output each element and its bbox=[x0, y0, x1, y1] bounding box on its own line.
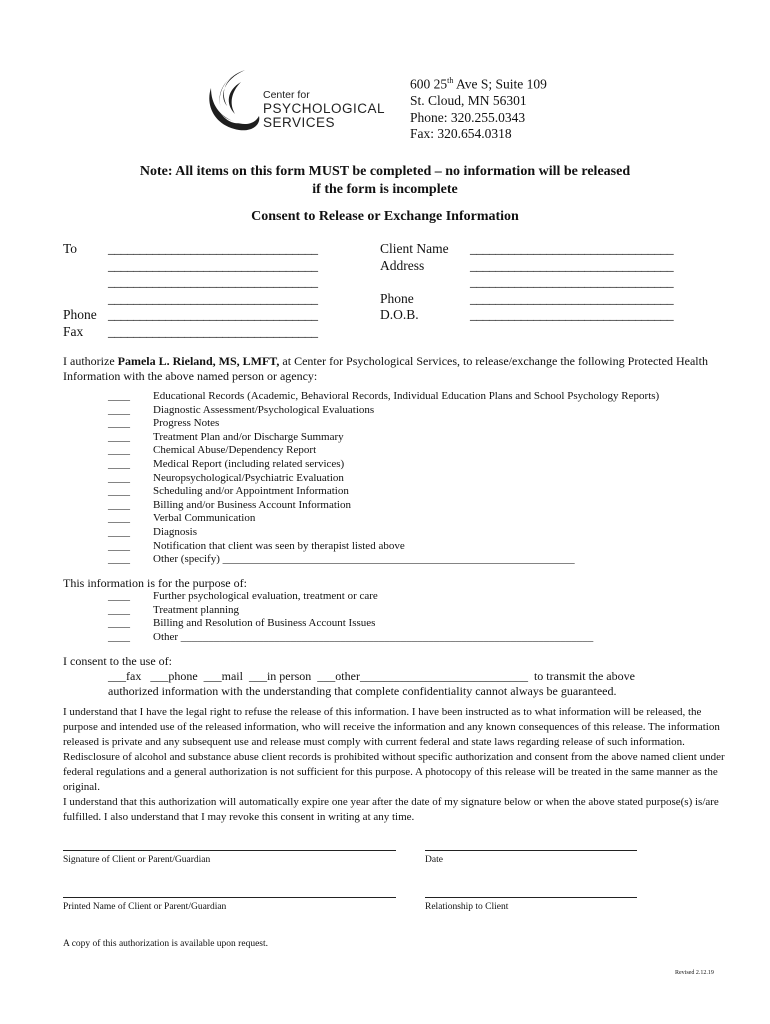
note-line-2: if the form is incomplete bbox=[312, 182, 458, 197]
info-checkbox-blank[interactable]: ____ bbox=[108, 444, 130, 457]
clinic-address bbox=[410, 73, 547, 143]
client-name-label: Client Name bbox=[380, 241, 449, 256]
info-item-label: Other (specify) ________________________________________________________________ bbox=[153, 553, 575, 566]
info-item-label: Chemical Abuse/Dependency Report bbox=[153, 444, 317, 457]
copy-note: A copy of this authorization is available upon request. bbox=[63, 939, 268, 949]
info-item-label: Billing and/or Business Account Information bbox=[153, 498, 351, 511]
center-logo bbox=[205, 66, 390, 140]
purpose-checkbox-blank[interactable]: ____ bbox=[108, 603, 130, 616]
info-item-label: Progress Notes bbox=[153, 417, 220, 430]
phone-line: Phone: 320.255.0343 bbox=[410, 109, 526, 125]
form-note bbox=[60, 163, 710, 199]
confidentiality-line: authorized information with the understanding that complete confidentiality cannot always be guaranteed. bbox=[108, 684, 617, 698]
rights-paragraph: I understand that I have the legal right to refuse the release of this information. I have been instructed as to what information will be released, the purpose and intended use of the released information, who will receive the information and any known consequences of this release. The information released is private and any subsequent use and release must comply with current federal and state laws regarding release of such information. Redisclosure of alcohol and substance abuse client records is prohibited without specific authorization and consent from the above named client under federal regulations and a general authorization is not sufficient for this purpose. A photocopy of this release will be treated in the same manner as the original. bbox=[63, 706, 725, 793]
date-line[interactable] bbox=[425, 850, 637, 851]
info-checkbox-blank[interactable]: ____ bbox=[108, 430, 130, 443]
signature-line[interactable] bbox=[63, 850, 396, 851]
info-checkbox-blank[interactable]: ____ bbox=[108, 512, 130, 525]
client-phone-line[interactable]: ________________________________ bbox=[470, 291, 674, 306]
revision-date: Revised 2.12.19 bbox=[675, 970, 714, 976]
purpose-checkbox-blank[interactable]: ____ bbox=[108, 590, 130, 602]
info-checkbox-blank[interactable]: ____ bbox=[108, 485, 130, 498]
phone-label: Phone bbox=[63, 307, 97, 322]
info-item-label: Verbal Communication bbox=[153, 512, 256, 525]
purpose-checkbox-blank[interactable]: ____ bbox=[108, 617, 130, 630]
purpose-item-label: Further psychological evaluation, treatment or care bbox=[153, 590, 378, 602]
logo-line-1: Center for bbox=[263, 89, 310, 101]
info-item-label: Educational Records (Academic, Behavioral Records, Individual Education Plans and School Psychology Reports) bbox=[153, 390, 660, 402]
logo-line-3: SERVICES bbox=[263, 115, 336, 130]
relationship-line[interactable] bbox=[425, 897, 637, 898]
info-checkbox-blank[interactable]: ____ bbox=[108, 498, 130, 511]
info-item-label: Diagnostic Assessment/Psychological Evaluations bbox=[153, 403, 375, 416]
transmit-options[interactable]: ___fax ___phone ___mail ___in person ___other____________________________ to transmit the above bbox=[108, 669, 635, 683]
info-item-label: Treatment Plan and/or Discharge Summary bbox=[153, 430, 344, 443]
client-address-line-1[interactable]: ________________________________ bbox=[470, 258, 674, 273]
info-item-label: Medical Report (including related services) bbox=[153, 458, 345, 470]
purpose-item-label: Billing and Resolution of Business Account Issues bbox=[153, 617, 376, 630]
client-address-label: Address bbox=[380, 258, 425, 273]
to-field-line-4[interactable]: _________________________________ bbox=[108, 291, 318, 306]
date-label: Date bbox=[425, 855, 443, 865]
info-item-label: Scheduling and/or Appointment Information bbox=[153, 485, 349, 498]
purpose-item-label: Treatment planning bbox=[153, 603, 240, 616]
client-name-line[interactable]: ________________________________ bbox=[470, 241, 674, 256]
address-line: St. Cloud, MN 56301 bbox=[410, 93, 527, 108]
info-item-label: Notification that client was seen by therapist listed above bbox=[153, 539, 405, 552]
purpose-heading: This information is for the purpose of: bbox=[63, 576, 247, 590]
to-field-line-2[interactable]: _________________________________ bbox=[108, 258, 318, 273]
client-address-line-2[interactable]: ________________________________ bbox=[470, 274, 674, 289]
info-checkbox-blank[interactable]: ____ bbox=[108, 526, 130, 538]
signature-label: Signature of Client or Parent/Guardian bbox=[63, 855, 211, 865]
address-line: 600 25th Ave S; Suite 109 bbox=[410, 76, 547, 92]
phone-field-line[interactable]: _________________________________ bbox=[108, 307, 318, 322]
client-dob-line[interactable]: ________________________________ bbox=[470, 307, 674, 322]
consent-use-heading: I consent to the use of: bbox=[63, 654, 172, 668]
provider-name: Pamela L. Rieland, MS, LMFT, bbox=[117, 354, 280, 368]
purpose-checkbox-blank[interactable]: ____ bbox=[108, 630, 130, 643]
fax-label: Fax bbox=[63, 324, 84, 339]
authorization-statement: I authorize Pamela L. Rieland, MS, LMFT, at Center for Psychological Services, to release/exchange the following Protected Health Information with the above named person or agency: bbox=[63, 354, 708, 383]
fax-field-line[interactable]: _________________________________ bbox=[108, 324, 318, 339]
info-checkbox-blank[interactable]: ____ bbox=[108, 539, 130, 552]
expiration-paragraph: I understand that this authorization will automatically expire one year after the date of my signature below or when the above stated purpose(s) is/are fulfilled. I also understand that I may revoke this consent in writing at any time. bbox=[63, 796, 719, 823]
info-item-label: Neuropsychological/Psychiatric Evaluation bbox=[153, 471, 344, 484]
note-line-1: Note: All items on this form MUST be completed – no information will be released bbox=[139, 164, 631, 179]
info-checkbox-blank[interactable]: ____ bbox=[108, 458, 130, 470]
printed-name-label: Printed Name of Client or Parent/Guardian bbox=[63, 902, 227, 912]
purpose-item-label: Other ___________________________________________________________________________ bbox=[153, 630, 594, 643]
info-checkbox-blank[interactable]: ____ bbox=[108, 417, 130, 430]
printed-name-line[interactable] bbox=[63, 897, 396, 898]
info-checkbox-blank[interactable]: ____ bbox=[108, 403, 130, 416]
to-label: To bbox=[63, 241, 78, 256]
to-field-line-1[interactable]: _________________________________ bbox=[108, 241, 318, 256]
to-field-line-3[interactable]: _________________________________ bbox=[108, 274, 318, 289]
client-dob-label: D.O.B. bbox=[380, 307, 419, 322]
leaf-hand-icon bbox=[205, 66, 265, 140]
logo-line-2: PSYCHOLOGICAL bbox=[263, 101, 386, 116]
client-phone-label: Phone bbox=[380, 291, 414, 306]
form-title: Consent to Release or Exchange Information bbox=[251, 209, 519, 224]
relationship-label: Relationship to Client bbox=[425, 902, 509, 912]
info-checkbox-blank[interactable]: ____ bbox=[108, 471, 130, 484]
fax-line: Fax: 320.654.0318 bbox=[410, 126, 512, 141]
info-checkbox-blank[interactable]: ____ bbox=[108, 390, 130, 402]
info-checkbox-blank[interactable]: ____ bbox=[108, 553, 130, 566]
info-item-label: Diagnosis bbox=[153, 526, 197, 538]
